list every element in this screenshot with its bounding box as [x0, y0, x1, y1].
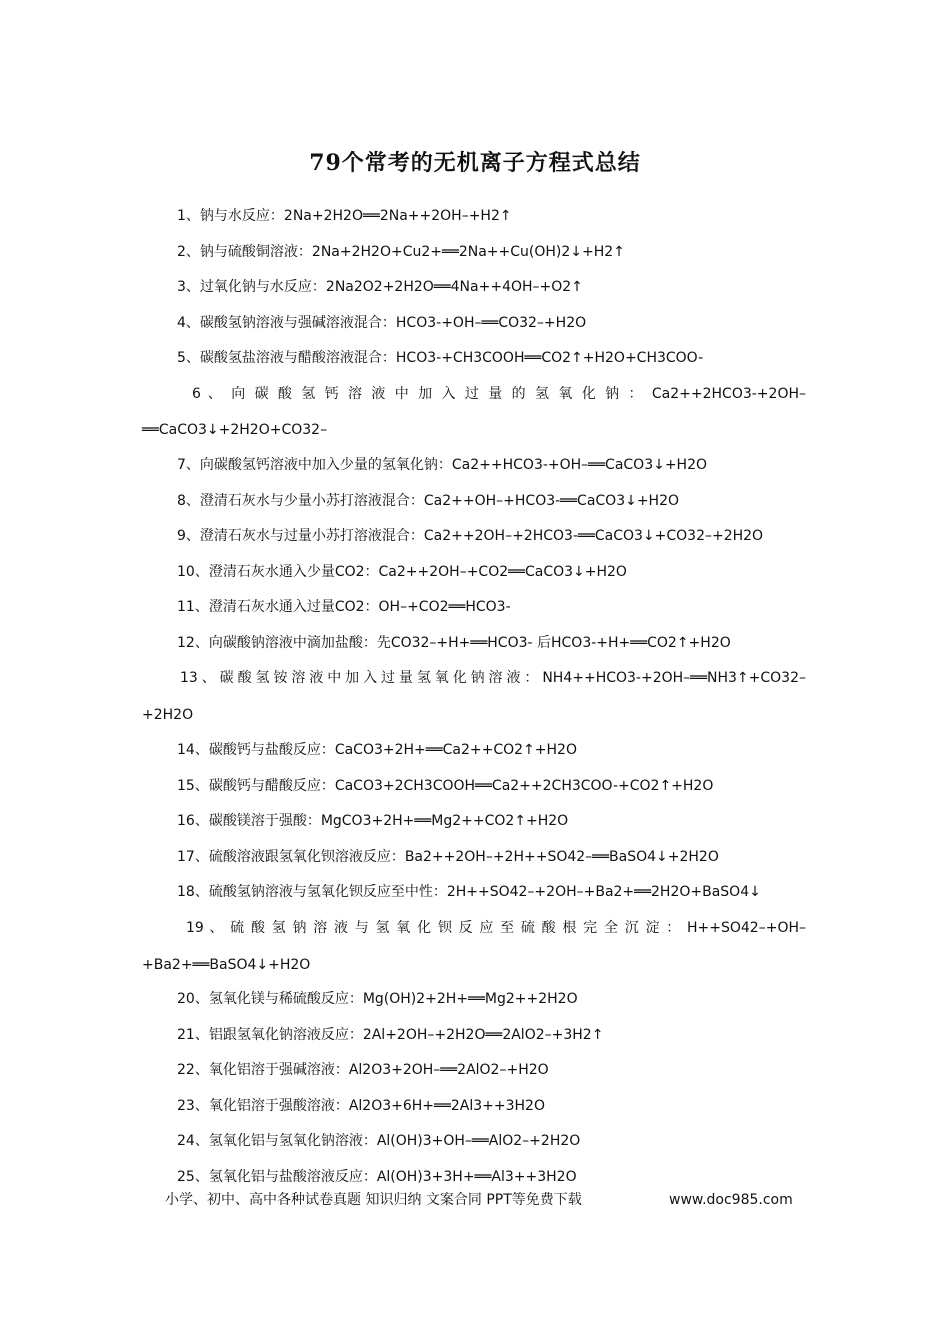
equation-line: 8、澄清石灰水与少量小苏打溶液混合：Ca2++OH–+HCO3-══CaCO3↓+H2O: [177, 493, 680, 509]
page-title: 79个常考的无机离子方程式总结: [309, 150, 641, 176]
equation-line: 14、碳酸钙与盐酸反应：CaCO3+2H+══Ca2++CO2↑+H2O: [177, 742, 577, 758]
equation-line: 4、碳酸氢钠溶液与强碱溶液混合：HCO3-+OH–══CO32–+H2O: [177, 315, 587, 331]
equation-line: 23、氧化铝溶于强酸溶液：Al2O3+6H+══2Al3++3H2O: [177, 1098, 545, 1114]
equation-line: 5、碳酸氢盐溶液与醋酸溶液混合：HCO3-+CH3COOH══CO2↑+H2O+CH3COO-: [177, 350, 704, 366]
equation-line: 3、过氧化钠与水反应：2Na2O2+2H2O══4Na++4OH–+O2↑: [177, 279, 583, 295]
equation-continuation: ══CaCO3↓+2H2O+CO32–: [142, 422, 328, 438]
equation-line: 25、氢氧化铝与盐酸溶液反应：Al(OH)3+3H+══Al3++3H2O: [177, 1169, 577, 1185]
equation-line: 9、澄清石灰水与过量小苏打溶液混合：Ca2++2OH–+2HCO3-══CaCO3↓+CO32–+2H2O: [177, 528, 764, 544]
equation-line: 17、硫酸溶液跟氢氧化钡溶液反应：Ba2++2OH–+2H++SO42–══BaSO4↓+2H2O: [177, 849, 719, 865]
equation-line: 24、氢氧化铝与氢氧化钠溶液：Al(OH)3+OH–══AlO2–+2H2O: [177, 1133, 581, 1149]
equation-line: 1、钠与水反应：2Na+2H2O══2Na++2OH–+H2↑: [177, 208, 512, 224]
equation-line: 16、碳酸镁溶于强酸：MgCO3+2H+══Mg2++CO2↑+H2O: [177, 813, 569, 829]
equation-line: 2、钠与硫酸铜溶液：2Na+2H2O+Cu2+══2Na++Cu(OH)2↓+H2↑: [177, 244, 625, 260]
footer-link[interactable]: www.doc985.com: [669, 1192, 793, 1208]
equation-line: 11、澄清石灰水通入过量CO2：OH–+CO2══HCO3-: [177, 599, 511, 615]
equation-line: 12、向碳酸钠溶液中滴加盐酸：先CO32–+H+══HCO3- 后HCO3-+H+══CO2↑+H2O: [177, 635, 731, 651]
equation-continuation: +2H2O: [142, 707, 194, 723]
footer-text: 小学、初中、高中各种试卷真题 知识归纳 文案合同 PPT等免费下载: [165, 1192, 582, 1208]
equation-line: 20、氢氧化镁与稀硫酸反应：Mg(OH)2+2H+══Mg2++2H2O: [177, 991, 578, 1007]
equation-line: 19 、 硫 酸 氢 钠 溶 液 与 氢 氧 化 钡 反 应 至 硫 酸 根 完 全 沉 淀 ： H++SO42–+OH–: [186, 920, 806, 936]
equation-continuation: +Ba2+══BaSO4↓+H2O: [142, 957, 311, 973]
equation-line: 18、硫酸氢钠溶液与氢氧化钡反应至中性：2H++SO42–+2OH–+Ba2+══2H2O+BaSO4↓: [177, 884, 761, 900]
equation-line: 22、氧化铝溶于强碱溶液：Al2O3+2OH–══2AlO2–+H2O: [177, 1062, 549, 1078]
equation-line: 6 、 向 碳 酸 氢 钙 溶 液 中 加 入 过 量 的 氢 氧 化 钠 ： Ca2++2HCO3-+2OH–: [192, 386, 806, 402]
page-footer: [165, 1190, 805, 1210]
equation-line: 15、碳酸钙与醋酸反应：CaCO3+2CH3COOH══Ca2++2CH3COO-+CO2↑+H2O: [177, 778, 714, 794]
equation-line: 7、向碳酸氢钙溶液中加入少量的氢氧化钠：Ca2++HCO3-+OH–══CaCO3↓+H2O: [177, 457, 708, 473]
equation-line: 10、澄清石灰水通入少量CO2：Ca2++2OH–+CO2══CaCO3↓+H2O: [177, 564, 627, 580]
equation-line: 13、碳酸氢铵溶液中加入过量氢氧化钠溶液：NH4++HCO3-+2OH–══NH3↑+CO32–: [180, 670, 806, 686]
equation-line: 21、铝跟氢氧化钠溶液反应：2Al+2OH–+2H2O══2AlO2–+3H2↑: [177, 1027, 604, 1043]
